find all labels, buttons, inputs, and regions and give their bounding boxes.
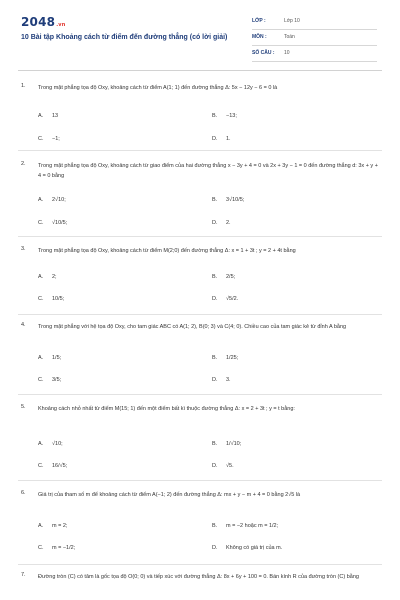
option-value: 2√10; (52, 197, 66, 203)
option-value: Không có giá trị của m. (226, 545, 283, 551)
question-number: 6. (21, 490, 26, 496)
option-d[interactable] (212, 377, 231, 383)
option-value: m = −1/2; (52, 545, 76, 551)
option-d[interactable] (212, 296, 238, 302)
option-label: B. (212, 197, 218, 203)
question-text: Đường tròn (C) có tâm là gốc tọa độ O(0; 0) và tiếp xúc với đường thẳng Δ: 8x + 6y + 100 = 0. Bán kính R của đường tròn (C) bằng (38, 574, 359, 580)
option-label: D. (212, 377, 218, 383)
option-value: 2. (226, 220, 231, 226)
option-value: −13; (226, 113, 237, 119)
option-b[interactable] (212, 441, 241, 447)
option-label: A. (38, 441, 44, 447)
option-d[interactable] (212, 545, 282, 551)
header-divider (18, 70, 382, 71)
option-a[interactable] (38, 274, 57, 280)
option-label: B. (212, 355, 218, 361)
option-label: A. (38, 197, 44, 203)
option-value: 1/√10; (226, 441, 242, 447)
option-value: −1; (52, 136, 60, 142)
option-label: B. (212, 113, 218, 119)
option-d[interactable] (212, 463, 234, 469)
option-d[interactable] (212, 220, 231, 226)
question-divider (18, 236, 382, 237)
option-b[interactable] (212, 523, 278, 529)
option-label: A. (38, 523, 44, 529)
option-value: m = −2 hoặc m = 1/2; (226, 523, 279, 529)
question-text: Khoảng cách nhỏ nhất từ điểm M(15; 1) đến một điểm bất kì thuộc đường thẳng Δ: x = 2 + 3t ; y = t bằng: (38, 406, 295, 412)
document-title: 10 Bài tập Khoảng cách từ điểm đến đường thẳng (có lời giải) (21, 34, 228, 41)
option-label: B. (212, 441, 218, 447)
meta-row-class (252, 14, 377, 30)
meta-key: MÔN : (252, 34, 267, 40)
question-divider (18, 150, 382, 151)
option-a[interactable] (38, 197, 66, 203)
option-label: B. (212, 274, 218, 280)
question-number: 4. (21, 322, 26, 328)
option-d[interactable] (212, 136, 231, 142)
question-text: Giá trị của tham số m để khoảng cách từ điểm A(−1; 2) đến đường thẳng Δ: mx + y − m + 4 = 0 bằng 2√5 là (38, 492, 301, 498)
meta-row-count (252, 46, 377, 62)
question-number: 7. (21, 572, 26, 578)
option-label: B. (212, 523, 218, 529)
option-label: C. (38, 296, 44, 302)
option-label: D. (212, 136, 218, 142)
option-value: √10/5; (52, 220, 68, 226)
meta-value: 10 (284, 50, 290, 56)
option-label: A. (38, 355, 44, 361)
meta-key: SỐ CÂU : (252, 50, 275, 56)
option-label: A. (38, 274, 44, 280)
option-label: D. (212, 463, 218, 469)
option-value: m = 2; (52, 523, 68, 529)
question-text: Trong mặt phẳng tọa độ Oxy, khoảng cách từ điểm A(1; 1) đến đường thẳng Δ: 5x − 12y − 6 = 0 là (38, 85, 278, 91)
option-label: C. (38, 136, 44, 142)
option-value: 3. (226, 377, 231, 383)
option-b[interactable] (212, 197, 244, 203)
option-a[interactable] (38, 523, 67, 529)
option-value: 2; (52, 274, 57, 280)
option-value: √10; (52, 441, 63, 447)
meta-value: Toán (284, 34, 295, 40)
option-c[interactable] (38, 463, 67, 469)
question-number: 2. (21, 161, 26, 167)
option-label: C. (38, 463, 44, 469)
site-logo[interactable] (21, 15, 66, 29)
question-number: 1. (21, 83, 26, 89)
question-text: Trong mặt phẳng với hệ tọa độ Oxy, cho tam giác ABC có A(1; 2), B(0; 3) và C(4; 0). Chiều cao của tam giác kẻ từ đỉnh A bằng (38, 324, 347, 330)
option-value: √5/2. (226, 296, 239, 302)
option-value: 1. (226, 136, 231, 142)
option-value: 10/5; (52, 296, 65, 302)
option-c[interactable] (38, 220, 67, 226)
option-label: D. (212, 220, 218, 226)
question-number: 5. (21, 404, 26, 410)
option-value: 3√10/5; (226, 197, 245, 203)
option-a[interactable] (38, 441, 63, 447)
option-value: √5. (226, 463, 234, 469)
question-text: Trong mặt phẳng tọa độ Oxy, khoảng cách từ điểm M(2;0) đến đường thẳng Δ: x = 1 + 3t ; y = 2 + 4t bằng (38, 248, 296, 254)
option-a[interactable] (38, 113, 58, 119)
option-label: C. (38, 220, 44, 226)
option-value: 3/5; (52, 377, 62, 383)
option-b[interactable] (212, 274, 235, 280)
option-b[interactable] (212, 355, 238, 361)
option-a[interactable] (38, 355, 61, 361)
option-b[interactable] (212, 113, 237, 119)
option-value: 13 (52, 113, 59, 119)
option-value: 1/25; (226, 355, 239, 361)
meta-value: Lớp 10 (284, 18, 300, 24)
logo-text: 2048 (21, 15, 56, 29)
meta-row-subject (252, 30, 377, 46)
question-number: 3. (21, 246, 26, 252)
option-c[interactable] (38, 545, 75, 551)
meta-key: LỚP : (252, 18, 266, 24)
option-label: C. (38, 545, 44, 551)
question-divider (18, 564, 382, 565)
question-divider (18, 394, 382, 395)
option-value: 16/√5; (52, 463, 68, 469)
question-text: Trong mặt phẳng tọa độ Oxy, khoảng cách từ giao điểm của hai đường thẳng x − 3y + 4 = 0 và 2x + 3y − 1 = 0 đến đường thẳng d: 3x + y + 4 = 0 bằng (38, 163, 378, 179)
option-c[interactable] (38, 296, 64, 302)
meta-panel (252, 14, 377, 62)
option-label: C. (38, 377, 44, 383)
logo-domain: .vn (56, 22, 66, 28)
question-divider (18, 314, 382, 315)
option-value: 1/5; (52, 355, 62, 361)
question-divider (18, 480, 382, 481)
option-c[interactable] (38, 377, 61, 383)
option-label: D. (212, 296, 218, 302)
option-label: A. (38, 113, 44, 119)
option-c[interactable] (38, 136, 60, 142)
option-value: 2/5; (226, 274, 236, 280)
option-label: D. (212, 545, 218, 551)
